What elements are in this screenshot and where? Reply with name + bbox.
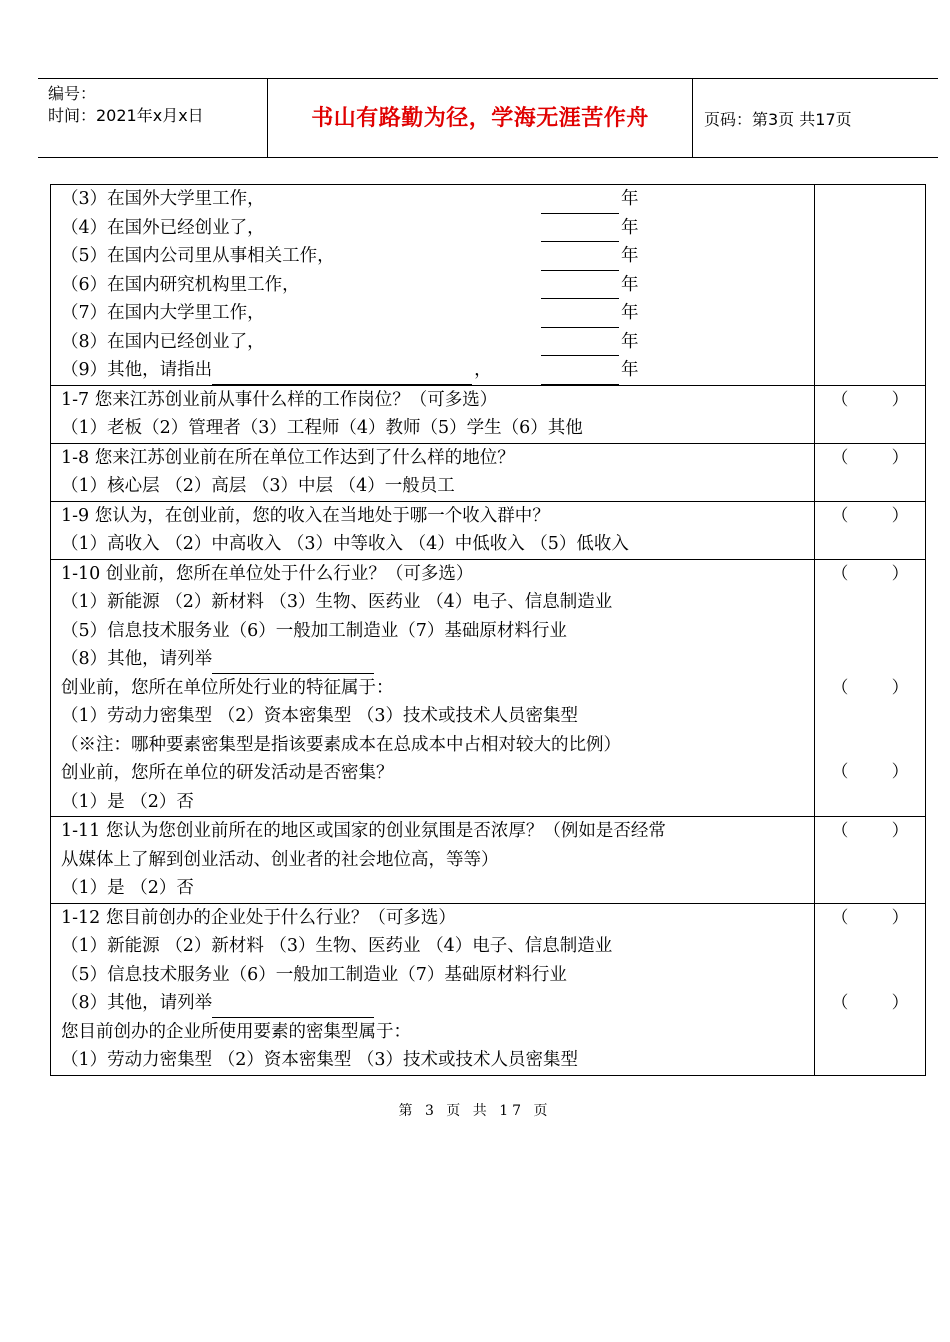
question-text: 1-9 您认为，在创业前，您的收入在当地处于哪一个收入群中？ bbox=[61, 505, 550, 526]
answer-bracket: （ ） bbox=[831, 821, 909, 841]
question-options: （8）其他，请列举 bbox=[61, 645, 814, 674]
answer-bracket: （ ） bbox=[831, 677, 909, 698]
question-options: （5）信息技术服务业（6）一般加工制造业（7）基础原材料行业 bbox=[61, 964, 567, 985]
answer-bracket: （ ） bbox=[831, 907, 909, 928]
answer-cell[interactable] bbox=[815, 501, 926, 559]
sub-question-text: 创业前，您所在单位所处行业的特征属于： bbox=[61, 677, 394, 698]
header-left bbox=[48, 83, 204, 127]
answer-cell[interactable] bbox=[815, 817, 926, 904]
question-options: （1）劳动力密集型 （2）资本密集型 （3）技术或技术人员密集型 bbox=[61, 1050, 579, 1070]
answer-cell[interactable] bbox=[815, 903, 926, 1075]
question-text: 1-11 您认为您创业前所在的地区或国家的创业氛围是否浓厚？（例如是否经常 bbox=[61, 821, 666, 841]
question-text: 从媒体上了解到创业活动、创业者的社会地位高，等等） bbox=[61, 849, 499, 870]
question-text: 1-7 您来江苏创业前从事什么样的工作岗位？（可多选） bbox=[61, 389, 498, 410]
note-text: （※注：哪种要素密集型是指该要素成本在总成本中占相对较大的比例） bbox=[61, 734, 621, 755]
list-item: （9）其他，请指出 ， 年 bbox=[61, 356, 814, 385]
table-row bbox=[51, 903, 926, 1075]
question-cell bbox=[51, 385, 815, 443]
list-item: （5）在国内公司里从事相关工作， 年 bbox=[61, 242, 814, 271]
question-options: （1）新能源 （2）新材料 （3）生物、医药业 （4）电子、信息制造业 bbox=[61, 936, 613, 956]
answer-cell[interactable] bbox=[815, 185, 926, 386]
question-cell bbox=[51, 903, 815, 1075]
list-item: （8）在国内已经创业了， 年 bbox=[61, 328, 814, 357]
question-options: （5）信息技术服务业（6）一般加工制造业（7）基础原材料行业 bbox=[61, 620, 567, 641]
number-label: 编号： bbox=[48, 84, 97, 103]
question-options: （1）老板（2）管理者（3）工程师（4）教师（5）学生（6）其他 bbox=[61, 418, 583, 438]
answer-cell[interactable] bbox=[815, 443, 926, 501]
fill-blank[interactable] bbox=[212, 651, 374, 674]
questionnaire-table bbox=[50, 184, 926, 1076]
question-options: （1）核心层 （2）高层 （3）中层 （4）一般员工 bbox=[61, 476, 455, 496]
question-options: （8）其他，请列举 bbox=[61, 989, 814, 1018]
answer-cell[interactable] bbox=[815, 559, 926, 817]
sub-question-text: 您目前创办的企业所使用要素的密集型属于： bbox=[61, 1021, 411, 1042]
question-text: 1-12 您目前创办的企业处于什么行业？（可多选） bbox=[61, 907, 456, 928]
page-footer: 第 3 页 共 17 页 bbox=[398, 1103, 552, 1119]
header-divider bbox=[692, 79, 693, 157]
answer-cell[interactable] bbox=[815, 385, 926, 443]
table-row bbox=[51, 559, 926, 817]
table-row bbox=[51, 443, 926, 501]
answer-bracket: （ ） bbox=[831, 505, 909, 526]
answer-bracket: （ ） bbox=[831, 563, 909, 584]
list-item: （3）在国外大学里工作， 年 bbox=[61, 185, 814, 214]
header-page-info: 页码：第3页 共17页 bbox=[704, 110, 852, 129]
question-options: （1）是 （2）否 bbox=[61, 791, 194, 812]
question-options: （1）劳动力密集型 （2）资本密集型 （3）技术或技术人员密集型 bbox=[61, 706, 579, 726]
answer-bracket: （ ） bbox=[831, 993, 909, 1013]
answer-bracket: （ ） bbox=[831, 761, 909, 782]
question-options: （1）高收入 （2）中高收入 （3）中等收入 （4）中低收入 （5）低收入 bbox=[61, 534, 629, 554]
list-item: （6）在国内研究机构里工作， 年 bbox=[61, 271, 814, 300]
question-cell bbox=[51, 501, 815, 559]
header-motto: 书山有路勤为径，学海无涯苦作舟 bbox=[311, 106, 649, 131]
question-cell bbox=[51, 559, 815, 817]
question-options: （1）是 （2）否 bbox=[61, 878, 194, 898]
answer-bracket: （ ） bbox=[831, 447, 909, 468]
table-row bbox=[51, 385, 926, 443]
list-item: （4）在国外已经创业了， 年 bbox=[61, 214, 814, 243]
question-text: 1-10 创业前，您所在单位处于什么行业？（可多选） bbox=[61, 563, 474, 584]
question-options: （1）新能源 （2）新材料 （3）生物、医药业 （4）电子、信息制造业 bbox=[61, 592, 613, 612]
sub-question-text: 创业前，您所在单位的研发活动是否密集？ bbox=[61, 763, 394, 783]
question-cell bbox=[51, 443, 815, 501]
question-cell bbox=[51, 817, 815, 904]
page-header bbox=[38, 78, 938, 158]
table-row bbox=[51, 817, 926, 904]
question-cell bbox=[51, 185, 815, 386]
fill-blank[interactable] bbox=[212, 362, 472, 385]
table-row bbox=[51, 185, 926, 386]
table-row bbox=[51, 501, 926, 559]
answer-bracket: （ ） bbox=[831, 389, 909, 410]
list-item: （7）在国内大学里工作， 年 bbox=[61, 299, 814, 328]
fill-blank[interactable] bbox=[212, 995, 374, 1018]
time-label: 时间：2021年x月x日 bbox=[48, 106, 204, 125]
question-text: 1-8 您来江苏创业前在所在单位工作达到了什么样的地位？ bbox=[61, 447, 515, 468]
